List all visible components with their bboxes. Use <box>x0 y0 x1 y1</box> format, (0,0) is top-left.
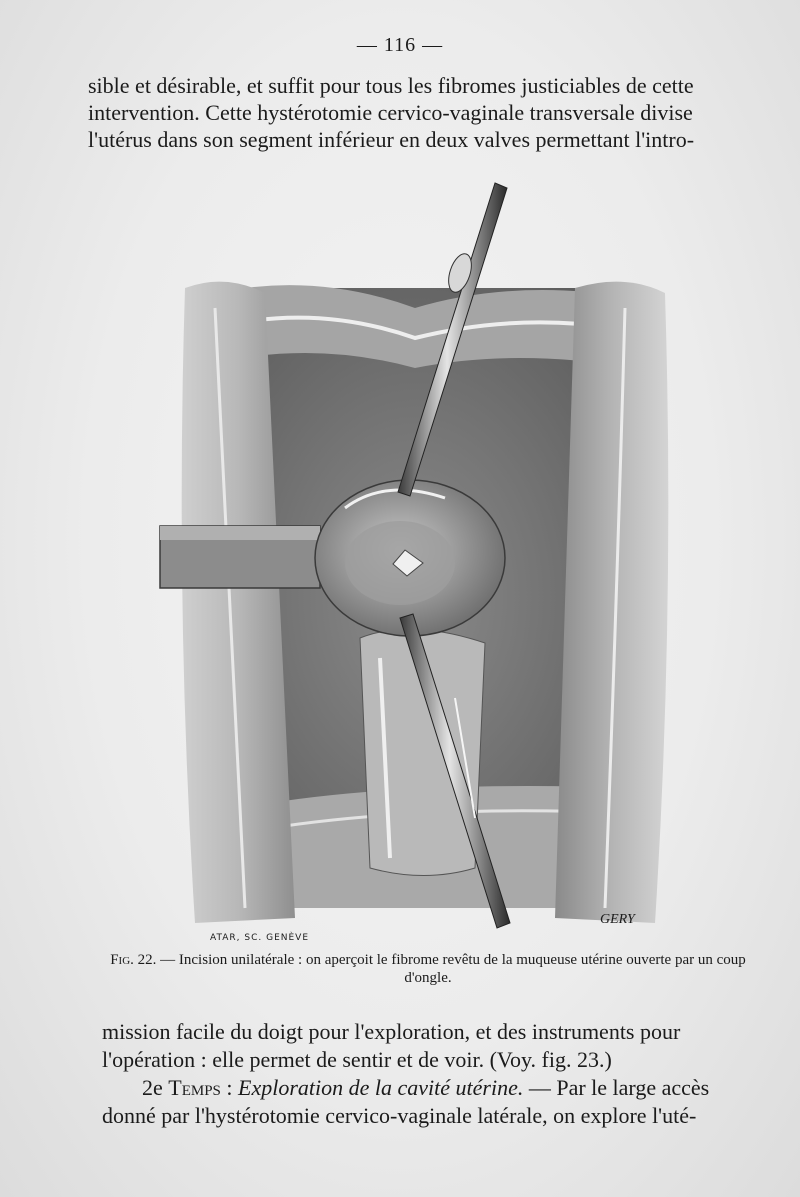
step-label: Temps : <box>168 1075 233 1100</box>
page-number: — 116 — <box>356 34 444 56</box>
artist-signature: GERY <box>600 912 635 927</box>
step-number: 2e <box>142 1075 163 1100</box>
text-line: donné par l'hystérotomie cervico-vaginale latérale, on explore l'uté- <box>102 1103 697 1128</box>
text-line: l'utérus dans son segment inférieur en deux valves permettant l'intro- <box>88 127 695 152</box>
text-line: l'opération : elle permet de sentir et de voir. (Voy. fig. 23.) <box>102 1047 612 1072</box>
text-line: sible et désirable, et suffit pour tous les fibromes justiciables de cette <box>88 73 694 98</box>
text-line: mission facile du doigt pour l'exploration, et des instruments pour <box>102 1019 681 1044</box>
figure-caption <box>104 951 752 987</box>
step-title: Exploration de la cavité utérine. <box>238 1075 524 1100</box>
figure-label: Fig. 22. <box>110 952 157 968</box>
caption-text: — Incision unilatérale : on aperçoit le fibrome revêtu de la muqueuse utérine ouverte par un coup d'ongle. <box>160 952 746 986</box>
surgical-illustration <box>155 178 675 940</box>
bottom-paragraph <box>102 1018 766 1130</box>
section-heading-line <box>102 1074 766 1102</box>
engraver-credit: ATAR, SC. GENÈVE <box>210 933 310 943</box>
top-paragraph <box>88 72 738 153</box>
text-line: intervention. Cette hystérotomie cervico-vaginale transversale divise <box>88 100 693 125</box>
step-text: — Par le large accès <box>528 1075 710 1100</box>
